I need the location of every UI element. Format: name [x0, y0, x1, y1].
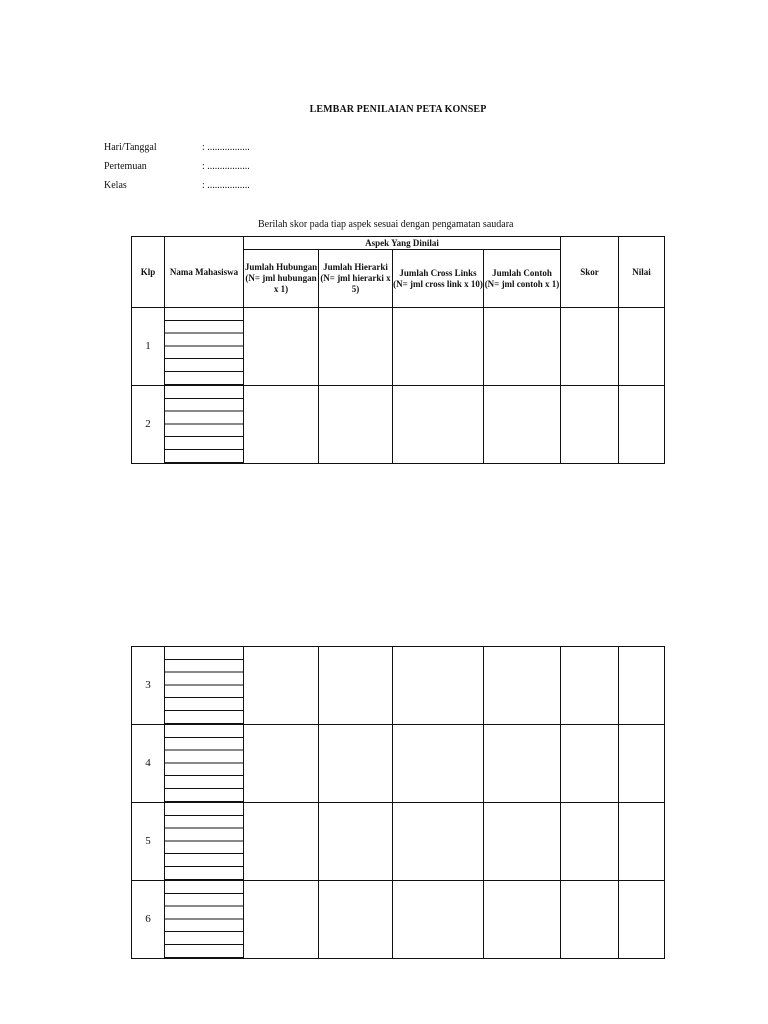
page-title: LEMBAR PENILAIAN PETA KONSEP [309, 104, 487, 115]
score-cell[interactable] [484, 386, 561, 464]
skor-cell[interactable] [561, 725, 619, 803]
group-number: 6 [132, 881, 165, 959]
skor-cell[interactable] [561, 803, 619, 881]
header-nilai: Nilai [619, 237, 665, 308]
info-label: Hari/Tanggal [104, 142, 157, 153]
nilai-cell[interactable] [619, 803, 665, 881]
group-number: 1 [132, 308, 165, 386]
name-cell[interactable] [165, 803, 244, 881]
name-cell[interactable] [165, 308, 244, 386]
info-hari-tanggal [104, 142, 250, 153]
info-kelas [104, 180, 250, 191]
group-number: 5 [132, 803, 165, 881]
name-cell[interactable] [165, 386, 244, 464]
score-cell[interactable] [319, 386, 393, 464]
group-number: 2 [132, 386, 165, 464]
info-label: Kelas [104, 180, 127, 191]
group-row [132, 881, 665, 959]
name-lines[interactable] [165, 386, 243, 463]
score-cell[interactable] [319, 881, 393, 959]
name-cell[interactable] [165, 725, 244, 803]
score-cell[interactable] [393, 386, 484, 464]
name-lines[interactable] [165, 647, 243, 724]
group-row [132, 308, 665, 386]
score-cell[interactable] [244, 647, 319, 725]
score-cell[interactable] [319, 308, 393, 386]
group-row [132, 647, 665, 725]
score-cell[interactable] [393, 881, 484, 959]
nilai-cell[interactable] [619, 386, 665, 464]
name-cell[interactable] [165, 881, 244, 959]
name-cell[interactable] [165, 647, 244, 725]
instruction-text: Berilah skor pada tiap aspek sesuai dengan pengamatan saudara [258, 219, 514, 230]
header-nama-mahasiswa: Nama Mahasiswa [165, 237, 244, 308]
name-lines[interactable] [165, 725, 243, 802]
header-jumlah-cross-links: Jumlah Cross Links (N= jml cross link x 10) [393, 250, 484, 308]
name-lines[interactable] [165, 881, 243, 958]
header-jumlah-contoh: Jumlah Contoh (N= jml contoh x 1) [484, 250, 561, 308]
score-cell[interactable] [393, 647, 484, 725]
score-cell[interactable] [484, 647, 561, 725]
name-lines[interactable] [165, 308, 243, 385]
header-jumlah-hierarki: Jumlah Hierarki (N= jml hierarki x 5) [319, 250, 393, 308]
score-cell[interactable] [484, 803, 561, 881]
score-cell[interactable] [484, 308, 561, 386]
info-value: : ................. [202, 180, 250, 191]
score-cell[interactable] [244, 725, 319, 803]
score-cell[interactable] [393, 803, 484, 881]
score-cell[interactable] [484, 881, 561, 959]
group-number: 4 [132, 725, 165, 803]
score-cell[interactable] [244, 881, 319, 959]
group-number: 3 [132, 647, 165, 725]
score-cell[interactable] [244, 308, 319, 386]
score-cell[interactable] [393, 725, 484, 803]
score-cell[interactable] [244, 803, 319, 881]
nilai-cell[interactable] [619, 881, 665, 959]
skor-cell[interactable] [561, 308, 619, 386]
score-cell[interactable] [319, 647, 393, 725]
assessment-table-continued [131, 646, 665, 959]
group-row [132, 725, 665, 803]
group-row [132, 803, 665, 881]
nilai-cell[interactable] [619, 725, 665, 803]
info-label: Pertemuan [104, 161, 147, 172]
info-value: : ................. [202, 142, 250, 153]
info-value: : ................. [202, 161, 250, 172]
assessment-table [131, 236, 665, 464]
score-cell[interactable] [319, 803, 393, 881]
header-jumlah-hubungan: Jumlah Hubungan (N= jml hubungan x 1) [244, 250, 319, 308]
skor-cell[interactable] [561, 881, 619, 959]
name-lines[interactable] [165, 803, 243, 880]
header-skor: Skor [561, 237, 619, 308]
skor-cell[interactable] [561, 647, 619, 725]
header-klp: Klp [132, 237, 165, 308]
nilai-cell[interactable] [619, 308, 665, 386]
header-aspek: Aspek Yang Dinilai [244, 237, 561, 250]
score-cell[interactable] [244, 386, 319, 464]
nilai-cell[interactable] [619, 647, 665, 725]
score-cell[interactable] [484, 725, 561, 803]
score-cell[interactable] [393, 308, 484, 386]
group-row [132, 386, 665, 464]
info-pertemuan [104, 161, 250, 172]
score-cell[interactable] [319, 725, 393, 803]
skor-cell[interactable] [561, 386, 619, 464]
